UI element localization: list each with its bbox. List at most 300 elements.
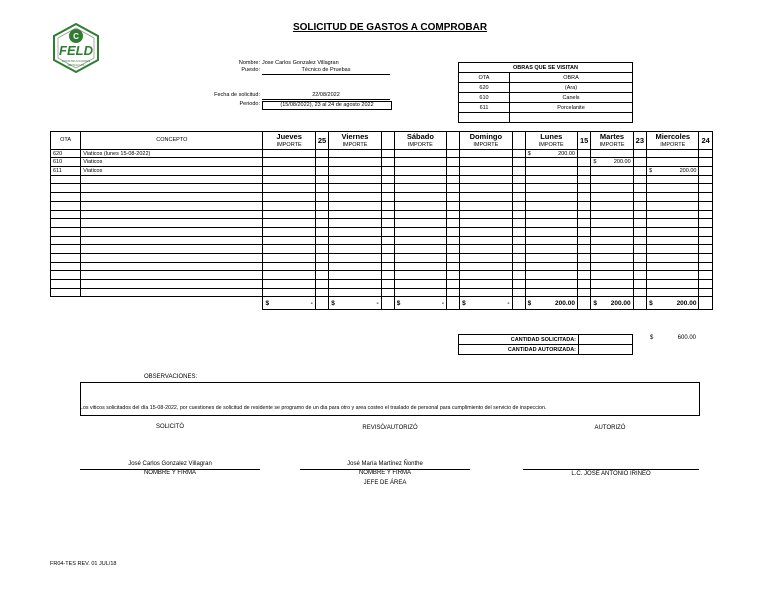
day-header: Miercoles <box>647 132 699 142</box>
col-ota: OTA <box>51 132 81 150</box>
empty-cell <box>329 288 381 297</box>
obras-cell: 611 <box>459 103 510 113</box>
empty-cell <box>81 210 263 219</box>
amount-value: 200.00 <box>610 299 631 307</box>
empty-cell <box>577 219 590 228</box>
empty-cell <box>263 245 315 254</box>
empty-cell <box>81 236 263 245</box>
amount-cell <box>525 167 577 176</box>
importe-header: IMPORTE <box>263 141 315 149</box>
concepto-cell: Viaticos <box>81 158 263 167</box>
spacer-cell <box>381 149 394 158</box>
spacer-cell <box>699 167 713 176</box>
amount-value: 200.00 <box>676 299 697 307</box>
empty-cell <box>633 253 646 262</box>
empty-cell <box>460 210 512 219</box>
empty-cell <box>577 245 590 254</box>
amount-cell <box>263 158 315 167</box>
empty-cell <box>647 201 699 210</box>
obras-cell: 610 <box>459 93 510 103</box>
empty-cell <box>447 236 460 245</box>
spacer-cell <box>699 158 713 167</box>
periodo-value: (15/08/2022), 23 al 24 de agosto 2022 <box>262 101 392 110</box>
empty-cell <box>577 236 590 245</box>
spacer-cell <box>633 158 646 167</box>
empty-cell <box>381 201 394 210</box>
amount-cell <box>525 149 577 158</box>
currency-sign: $ <box>265 299 270 307</box>
currency-sign: $ <box>527 299 532 307</box>
empty-cell <box>577 271 590 280</box>
obras-cell: 620 <box>459 83 510 93</box>
reviso-sub2: JEFE DE ÁREA <box>363 480 407 486</box>
currency-sign: $ <box>649 299 653 307</box>
total-cell <box>647 297 699 310</box>
spacer-cell <box>577 297 590 310</box>
empty-cell <box>447 193 460 202</box>
empty-cell <box>460 236 512 245</box>
empty-cell <box>512 253 525 262</box>
ota-cell: 611 <box>51 167 81 176</box>
empty-cell <box>447 288 460 297</box>
empty-cell <box>263 271 315 280</box>
empty-cell <box>329 175 381 184</box>
empty-cell <box>394 288 446 297</box>
empty-cell <box>633 262 646 271</box>
amount-cell <box>525 158 577 167</box>
empty-cell <box>647 280 699 289</box>
empty-cell <box>81 201 263 210</box>
table-row <box>51 262 713 271</box>
amount-value: - <box>376 299 379 307</box>
empty-cell <box>460 227 512 236</box>
table-row <box>51 193 713 202</box>
empty-cell <box>381 210 394 219</box>
empty-cell <box>512 227 525 236</box>
empty-cell <box>460 184 512 193</box>
obras-cell: Porcelanite <box>510 103 633 113</box>
empty-cell <box>394 280 446 289</box>
empty-cell <box>525 193 577 202</box>
empty-cell <box>591 193 633 202</box>
cantidad-table <box>458 334 633 355</box>
empty-cell <box>460 262 512 271</box>
empty-cell <box>512 262 525 271</box>
amount-cell <box>263 149 315 158</box>
empty-cell <box>51 288 81 297</box>
empty-cell <box>263 262 315 271</box>
empty-cell <box>647 271 699 280</box>
empty-cell <box>81 175 263 184</box>
empty-cell <box>460 271 512 280</box>
empty-cell <box>81 271 263 280</box>
spacer-cell <box>315 158 328 167</box>
day-number: 24 <box>699 132 713 150</box>
empty-cell <box>263 280 315 289</box>
amount-cell <box>329 149 381 158</box>
ota-cell: 610 <box>51 158 81 167</box>
empty-cell <box>315 175 328 184</box>
empty-cell <box>647 193 699 202</box>
day-number: 25 <box>315 132 328 150</box>
empty-cell <box>447 280 460 289</box>
empty-cell <box>525 227 577 236</box>
obras-col-obra: OBRA <box>510 73 633 83</box>
empty-cell <box>525 288 577 297</box>
table-row <box>51 271 713 280</box>
cantidad-autorizada-cell <box>579 345 633 355</box>
spacer-cell <box>315 149 328 158</box>
empty-cell <box>647 210 699 219</box>
empty-cell <box>633 271 646 280</box>
empty-cell <box>263 219 315 228</box>
observaciones-text: Los viticos solicitados del día 15-08-2022, por cuestiones de solicitud de residente se programo de un dia para otro y area costeo el traslado de personal para cumplimiento del servicio de inspeccion. <box>80 405 547 411</box>
empty-cell <box>577 262 590 271</box>
empty-cell <box>699 288 713 297</box>
currency-sign: $ <box>396 299 401 307</box>
table-row <box>51 167 713 176</box>
spacer-cell <box>633 149 646 158</box>
company-logo <box>50 22 102 74</box>
empty-cell <box>591 227 633 236</box>
empty-cell <box>81 253 263 262</box>
empty-cell <box>577 280 590 289</box>
autorizo-label: AUTORIZÓ <box>594 425 626 431</box>
empty-cell <box>315 271 328 280</box>
amount-value: - <box>310 299 313 307</box>
spacer-cell <box>577 149 590 158</box>
empty-cell <box>329 219 381 228</box>
empty-cell <box>315 288 328 297</box>
reviso-label: REVISÓ/AUTORIZÓ <box>362 425 418 431</box>
empty-cell <box>51 201 81 210</box>
day-header: Sábado <box>394 132 446 142</box>
table-row <box>51 158 713 167</box>
currency-sign: $ <box>649 167 653 174</box>
empty-cell <box>51 262 81 271</box>
spacer-cell <box>577 158 590 167</box>
empty-cell <box>525 175 577 184</box>
empty-cell <box>525 184 577 193</box>
spacer-cell <box>512 149 525 158</box>
reviso-sub: NOMBRE Y FIRMA <box>358 470 412 476</box>
empty-cell <box>51 210 81 219</box>
total-cell <box>263 297 315 310</box>
empty-cell <box>329 210 381 219</box>
spacer-cell <box>633 167 646 176</box>
solicito-label: SOLICITÓ <box>155 424 184 430</box>
empty-cell <box>577 253 590 262</box>
spacer-cell <box>633 297 646 310</box>
fecha-value: 22/08/2022 <box>262 92 390 100</box>
svg-text:C: C <box>73 32 79 41</box>
empty-cell <box>329 184 381 193</box>
concepto-cell: Viaticos <box>81 167 263 176</box>
col-concepto: CONCEPTO <box>81 132 263 150</box>
empty-cell <box>381 227 394 236</box>
table-row <box>51 184 713 193</box>
empty-cell <box>591 262 633 271</box>
empty-cell <box>447 175 460 184</box>
empty-cell <box>591 184 633 193</box>
empty-cell <box>394 184 446 193</box>
empty-cell <box>381 245 394 254</box>
empty-cell <box>591 210 633 219</box>
empty-cell <box>315 193 328 202</box>
empty-cell <box>447 245 460 254</box>
empty-cell <box>381 236 394 245</box>
spacer-cell <box>699 149 713 158</box>
empty-cell <box>633 201 646 210</box>
day-header: Domingo <box>460 132 512 142</box>
empty-cell <box>512 288 525 297</box>
empty-cell <box>512 193 525 202</box>
empty-cell <box>460 175 512 184</box>
importe-header: IMPORTE <box>647 141 699 149</box>
empty-cell <box>263 288 315 297</box>
empty-cell <box>591 219 633 228</box>
spacer-cell <box>447 167 460 176</box>
empty-cell <box>381 253 394 262</box>
empty-cell <box>647 262 699 271</box>
empty-cell <box>447 262 460 271</box>
empty-cell <box>577 184 590 193</box>
empty-cell <box>591 253 633 262</box>
empty-cell <box>699 201 713 210</box>
importe-header: IMPORTE <box>525 141 577 149</box>
empty-cell <box>633 288 646 297</box>
totals-spacer <box>81 297 263 310</box>
totals-spacer <box>51 297 81 310</box>
empty-cell <box>447 271 460 280</box>
table-row <box>51 288 713 297</box>
amount-value: 200.00 <box>558 150 575 157</box>
importe-header: IMPORTE <box>329 141 381 149</box>
empty-cell <box>447 227 460 236</box>
empty-cell <box>577 227 590 236</box>
empty-cell <box>460 253 512 262</box>
empty-cell <box>699 262 713 271</box>
empty-cell <box>699 210 713 219</box>
empty-cell <box>381 193 394 202</box>
autorizo-signature-line <box>523 469 699 470</box>
empty-cell <box>329 271 381 280</box>
empty-cell <box>447 201 460 210</box>
empty-cell <box>460 201 512 210</box>
empty-cell <box>512 219 525 228</box>
table-row <box>51 280 713 289</box>
spacer-cell <box>381 158 394 167</box>
empty-cell <box>525 271 577 280</box>
empty-cell <box>51 280 81 289</box>
empty-cell <box>329 236 381 245</box>
empty-cell <box>512 280 525 289</box>
empty-cell <box>263 253 315 262</box>
empty-cell <box>394 245 446 254</box>
day-header: Lunes <box>525 132 577 142</box>
empty-cell <box>329 253 381 262</box>
spacer-cell <box>315 167 328 176</box>
empty-cell <box>633 236 646 245</box>
empty-cell <box>263 184 315 193</box>
currency-sign: $ <box>331 299 335 307</box>
empty-cell <box>699 219 713 228</box>
day-header: Jueves <box>263 132 315 142</box>
empty-cell <box>381 262 394 271</box>
amount-value: - <box>441 299 445 307</box>
empty-cell <box>591 245 633 254</box>
empty-cell <box>81 193 263 202</box>
day-number: 15 <box>577 132 590 150</box>
empty-cell <box>329 201 381 210</box>
empty-cell <box>591 280 633 289</box>
total-cell <box>525 297 577 310</box>
table-row <box>51 175 713 184</box>
empty-cell <box>447 253 460 262</box>
empty-cell <box>525 245 577 254</box>
empty-cell <box>591 271 633 280</box>
total-cell <box>394 297 446 310</box>
spacer-cell <box>699 297 713 310</box>
importe-header: IMPORTE <box>460 141 512 149</box>
empty-cell <box>647 288 699 297</box>
spacer-cell <box>315 297 328 310</box>
empty-cell <box>51 219 81 228</box>
empty-cell <box>647 175 699 184</box>
empty-cell <box>699 227 713 236</box>
empty-cell <box>647 184 699 193</box>
empty-cell <box>525 210 577 219</box>
autorizo-name: L.C. JOSE ANTONIO IRINEO <box>571 471 651 477</box>
empty-cell <box>512 210 525 219</box>
empty-cell <box>381 280 394 289</box>
empty-cell <box>329 262 381 271</box>
empty-cell <box>81 262 263 271</box>
spacer-cell <box>447 297 460 310</box>
amount-value: 200.00 <box>679 167 697 174</box>
day-number <box>447 132 460 150</box>
svg-text:FELD: FELD <box>59 43 93 58</box>
empty-cell <box>394 210 446 219</box>
empty-cell <box>81 288 263 297</box>
concepto-cell: Viaticos (lunes 15-08-2022) <box>81 149 263 158</box>
empty-cell <box>633 227 646 236</box>
empty-cell <box>577 210 590 219</box>
empty-cell <box>315 184 328 193</box>
empty-cell <box>447 219 460 228</box>
nombre-label: Nombre: <box>238 60 260 66</box>
empty-cell <box>699 271 713 280</box>
spacer-cell <box>381 297 394 310</box>
empty-cell <box>460 219 512 228</box>
day-header: Viernes <box>329 132 381 142</box>
amount-cell <box>329 167 381 176</box>
empty-cell <box>51 227 81 236</box>
table-row <box>51 149 713 158</box>
empty-cell <box>591 288 633 297</box>
empty-cell <box>525 280 577 289</box>
cantidad-solicitada-cell <box>579 335 633 345</box>
empty-cell <box>460 280 512 289</box>
ota-cell: 620 <box>51 149 81 158</box>
empty-cell <box>633 219 646 228</box>
empty-cell <box>699 245 713 254</box>
empty-cell <box>329 245 381 254</box>
empty-cell <box>329 193 381 202</box>
empty-cell <box>381 271 394 280</box>
empty-cell <box>525 236 577 245</box>
empty-cell <box>447 210 460 219</box>
obras-cell: Canels <box>510 93 633 103</box>
empty-cell <box>633 184 646 193</box>
empty-cell <box>263 210 315 219</box>
obras-col-ota: OTA <box>459 73 510 83</box>
currency-sign: $ <box>462 299 466 307</box>
empty-cell <box>699 193 713 202</box>
empty-cell <box>315 236 328 245</box>
spacer-cell <box>447 158 460 167</box>
empty-cell <box>51 245 81 254</box>
svg-text:CONSTRUCCIONES: CONSTRUCCIONES <box>61 59 91 63</box>
empty-cell <box>512 236 525 245</box>
solicito-sub: NOMBRE Y FIRMA <box>143 470 197 476</box>
empty-cell <box>577 193 590 202</box>
empty-cell <box>263 175 315 184</box>
day-number: 23 <box>633 132 646 150</box>
empty-cell <box>381 288 394 297</box>
amount-cell <box>647 158 699 167</box>
empty-cell <box>315 253 328 262</box>
empty-cell <box>512 271 525 280</box>
currency-sign: $ <box>593 299 597 307</box>
obras-title: OBRAS QUE SE VISITAN <box>459 63 633 73</box>
empty-cell <box>447 184 460 193</box>
empty-cell <box>315 245 328 254</box>
empty-cell <box>315 280 328 289</box>
solicito-name: José Carlos Gonzalez Villagran <box>128 461 212 467</box>
currency-sign: $ <box>593 159 597 166</box>
expense-table <box>50 131 713 310</box>
amount-value: - <box>507 299 510 307</box>
empty-cell <box>512 201 525 210</box>
empty-cell <box>647 236 699 245</box>
total-cell <box>329 297 381 310</box>
empty-cell <box>699 253 713 262</box>
amount-cell <box>591 167 633 176</box>
empty-cell <box>525 201 577 210</box>
importe-header: IMPORTE <box>394 141 446 149</box>
empty-cell <box>394 271 446 280</box>
empty-cell <box>315 262 328 271</box>
periodo-label: Periodo: <box>239 101 260 107</box>
empty-cell <box>591 201 633 210</box>
empty-cell <box>591 236 633 245</box>
empty-cell <box>699 175 713 184</box>
empty-cell <box>633 210 646 219</box>
spacer-cell <box>577 167 590 176</box>
empty-cell <box>394 193 446 202</box>
empty-cell <box>81 245 263 254</box>
obras-table <box>458 62 633 123</box>
amount-value: 200.00 <box>555 299 575 307</box>
amount-cell <box>329 158 381 167</box>
day-number <box>512 132 525 150</box>
empty-cell <box>647 253 699 262</box>
empty-cell <box>263 227 315 236</box>
cantidad-autorizada-label: CANTIDAD AUTORIZADA: <box>459 345 579 355</box>
empty-cell <box>394 236 446 245</box>
empty-cell <box>633 175 646 184</box>
